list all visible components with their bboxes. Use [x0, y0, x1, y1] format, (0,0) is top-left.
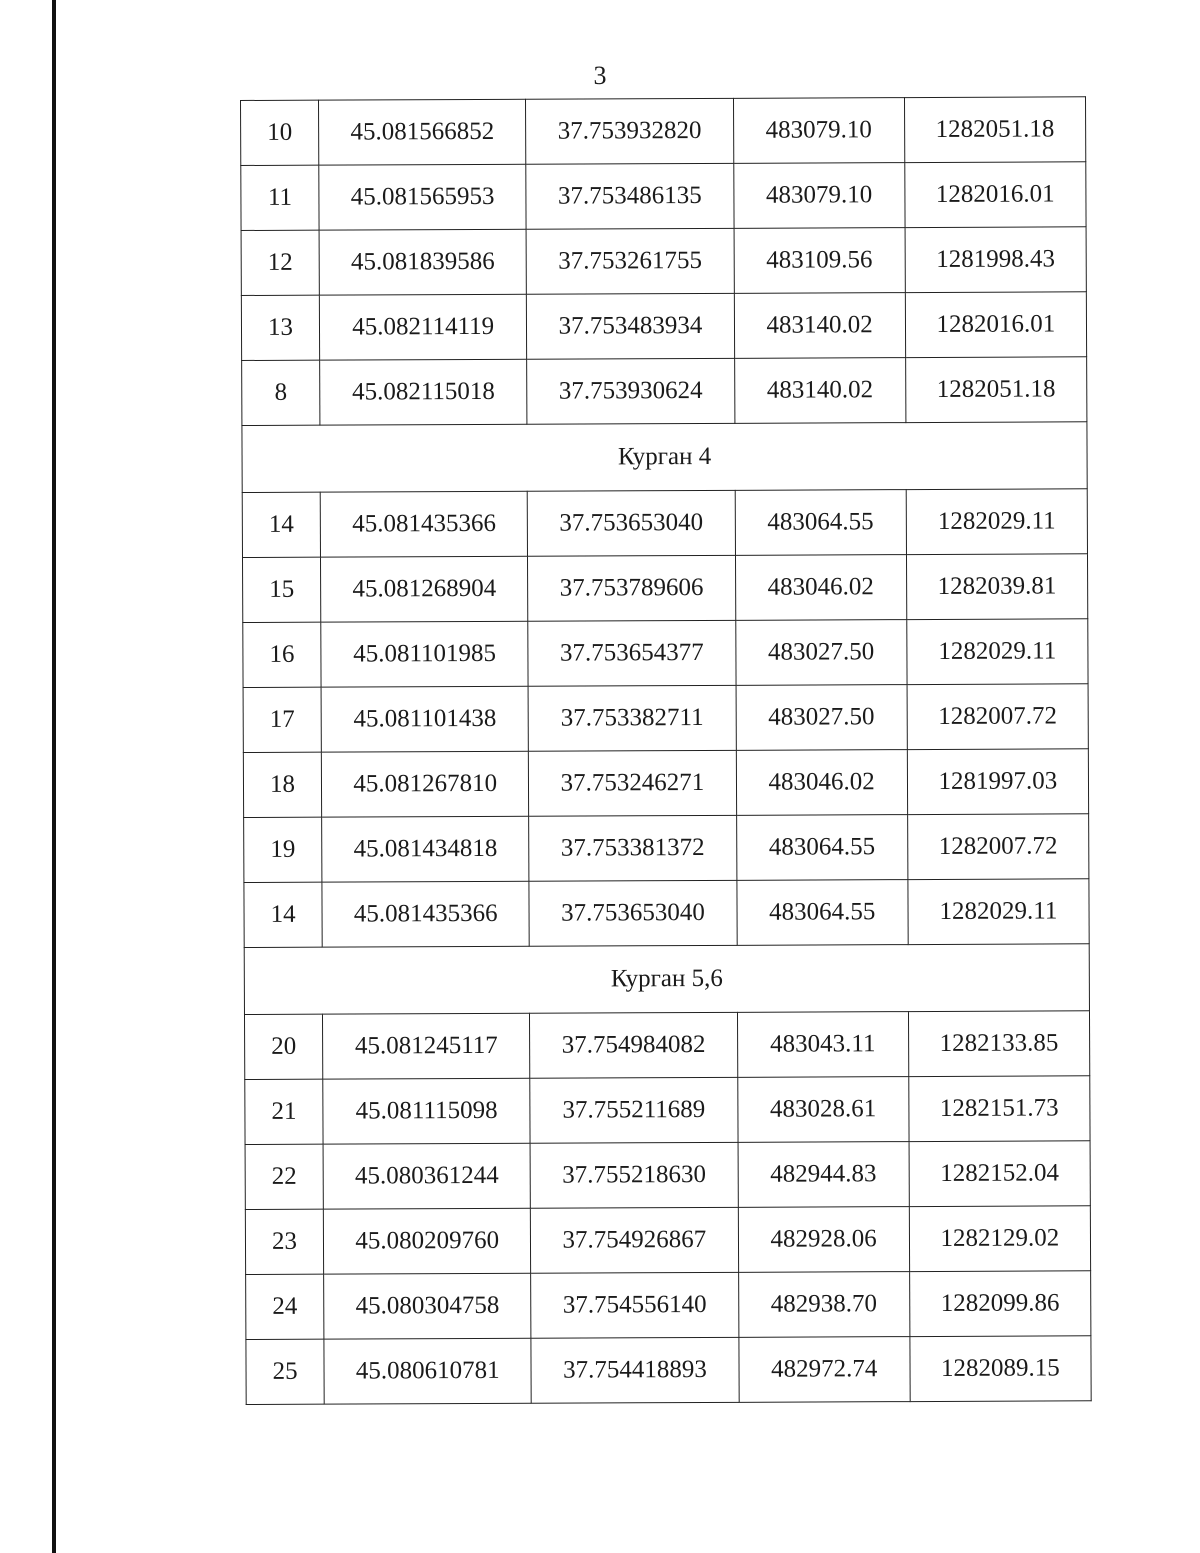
table-row [242, 554, 1087, 623]
y-coordinate-cell: 1281998.43 [905, 227, 1087, 293]
x-coordinate-cell: 483064.55 [735, 490, 906, 556]
x-coordinate-cell: 483064.55 [736, 815, 907, 881]
y-coordinate-cell: 1282099.86 [909, 1271, 1091, 1337]
latitude-cell: 45.081268904 [321, 556, 529, 622]
longitude-cell: 37.755218630 [530, 1142, 738, 1208]
point-number-cell: 21 [245, 1079, 323, 1144]
table-row [245, 1141, 1090, 1210]
section-title: Курган 5,6 [244, 944, 1089, 1015]
latitude-cell: 45.080304758 [324, 1273, 532, 1339]
y-coordinate-cell: 1282129.02 [909, 1206, 1091, 1272]
table-row [242, 357, 1087, 426]
table-row [246, 1271, 1091, 1340]
table-row [241, 227, 1086, 296]
x-coordinate-cell: 483079.10 [733, 163, 904, 229]
longitude-cell: 37.754556140 [531, 1272, 739, 1338]
longitude-cell: 37.753930624 [527, 358, 735, 424]
point-number-cell: 23 [245, 1209, 323, 1274]
point-number-cell: 22 [245, 1144, 323, 1209]
longitude-cell: 37.753382711 [528, 685, 736, 751]
y-coordinate-cell: 1282029.11 [906, 489, 1088, 555]
point-number-cell: 19 [244, 817, 322, 882]
table-row [241, 162, 1086, 231]
y-coordinate-cell: 1282152.04 [909, 1141, 1091, 1207]
latitude-cell: 45.081566852 [319, 99, 527, 165]
section-row [242, 422, 1087, 493]
y-coordinate-cell: 1282016.01 [905, 162, 1087, 228]
table-row [242, 489, 1087, 558]
point-number-cell: 15 [242, 557, 320, 622]
x-coordinate-cell: 483064.55 [736, 880, 907, 946]
latitude-cell: 45.082114119 [319, 294, 527, 360]
binding-margin-line [52, 0, 56, 1553]
y-coordinate-cell: 1282029.11 [908, 879, 1090, 945]
point-number-cell: 10 [241, 100, 319, 165]
latitude-cell: 45.081101985 [321, 621, 529, 687]
longitude-cell: 37.754418893 [531, 1337, 739, 1403]
point-number-cell: 24 [246, 1274, 324, 1339]
point-number-cell: 18 [243, 752, 321, 817]
latitude-cell: 45.082115018 [320, 359, 528, 425]
x-coordinate-cell: 483028.61 [737, 1077, 908, 1143]
x-coordinate-cell: 483140.02 [734, 358, 905, 424]
longitude-cell: 37.754984082 [530, 1012, 738, 1078]
point-number-cell: 13 [241, 295, 319, 360]
y-coordinate-cell: 1282007.72 [907, 814, 1089, 880]
longitude-cell: 37.754926867 [531, 1207, 739, 1273]
longitude-cell: 37.753653040 [528, 490, 736, 556]
point-number-cell: 16 [243, 622, 321, 687]
x-coordinate-cell: 482928.06 [738, 1207, 909, 1273]
latitude-cell: 45.080209760 [323, 1208, 531, 1274]
longitude-cell: 37.753261755 [526, 228, 734, 294]
longitude-cell: 37.753653040 [529, 880, 737, 946]
table-row [243, 684, 1088, 753]
coordinates-table-body [241, 97, 1092, 1405]
x-coordinate-cell: 482944.83 [738, 1142, 909, 1208]
latitude-cell: 45.080361244 [323, 1143, 531, 1209]
longitude-cell: 37.753654377 [528, 620, 736, 686]
latitude-cell: 45.081839586 [319, 229, 527, 295]
x-coordinate-cell: 483079.10 [733, 98, 904, 164]
latitude-cell: 45.081565953 [319, 164, 527, 230]
y-coordinate-cell: 1282133.85 [908, 1011, 1090, 1077]
table-row [243, 619, 1088, 688]
x-coordinate-cell: 483027.50 [736, 685, 907, 751]
longitude-cell: 37.753789606 [528, 555, 736, 621]
point-number-cell: 14 [244, 882, 322, 947]
longitude-cell: 37.753486135 [526, 163, 734, 229]
x-coordinate-cell: 483046.02 [735, 555, 906, 621]
x-coordinate-cell: 483027.50 [735, 620, 906, 686]
point-number-cell: 25 [246, 1339, 324, 1404]
coordinates-table [240, 96, 1092, 1405]
longitude-cell: 37.753381372 [529, 815, 737, 881]
y-coordinate-cell: 1282039.81 [906, 554, 1088, 620]
longitude-cell: 37.753932820 [526, 98, 734, 164]
table-row [241, 292, 1086, 361]
point-number-cell: 8 [242, 360, 320, 425]
y-coordinate-cell: 1281997.03 [907, 749, 1089, 815]
y-coordinate-cell: 1282029.11 [907, 619, 1089, 685]
table-row [244, 1011, 1089, 1080]
table-row [246, 1336, 1091, 1405]
x-coordinate-cell: 483046.02 [736, 750, 907, 816]
section-title: Курган 4 [242, 422, 1087, 493]
x-coordinate-cell: 482938.70 [738, 1272, 909, 1338]
page-number: 3 [593, 61, 607, 90]
x-coordinate-cell: 483140.02 [734, 293, 905, 359]
latitude-cell: 45.081435366 [322, 881, 530, 947]
table-row [241, 97, 1086, 166]
point-number-cell: 17 [243, 687, 321, 752]
latitude-cell: 45.081267810 [321, 751, 529, 817]
point-number-cell: 12 [241, 230, 319, 295]
latitude-cell: 45.081435366 [320, 491, 528, 557]
x-coordinate-cell: 482972.74 [738, 1337, 909, 1403]
latitude-cell: 45.080610781 [324, 1338, 532, 1404]
table-row [244, 814, 1089, 883]
latitude-cell: 45.081115098 [323, 1078, 531, 1144]
table-row [245, 1076, 1090, 1145]
y-coordinate-cell: 1282007.72 [907, 684, 1089, 750]
table-row [243, 749, 1088, 818]
longitude-cell: 37.753246271 [529, 750, 737, 816]
y-coordinate-cell: 1282151.73 [909, 1076, 1091, 1142]
y-coordinate-cell: 1282051.18 [904, 97, 1086, 163]
table-row [244, 879, 1089, 948]
x-coordinate-cell: 483109.56 [734, 228, 905, 294]
point-number-cell: 20 [244, 1014, 322, 1079]
latitude-cell: 45.081101438 [321, 686, 529, 752]
x-coordinate-cell: 483043.11 [737, 1012, 908, 1078]
y-coordinate-cell: 1282089.15 [910, 1336, 1092, 1402]
y-coordinate-cell: 1282051.18 [905, 357, 1087, 423]
longitude-cell: 37.755211689 [530, 1077, 738, 1143]
section-row [244, 944, 1089, 1015]
point-number-cell: 11 [241, 165, 319, 230]
latitude-cell: 45.081434818 [322, 816, 530, 882]
point-number-cell: 14 [242, 492, 320, 557]
latitude-cell: 45.081245117 [323, 1013, 531, 1079]
y-coordinate-cell: 1282016.01 [905, 292, 1087, 358]
longitude-cell: 37.753483934 [527, 293, 735, 359]
table-row [245, 1206, 1090, 1275]
